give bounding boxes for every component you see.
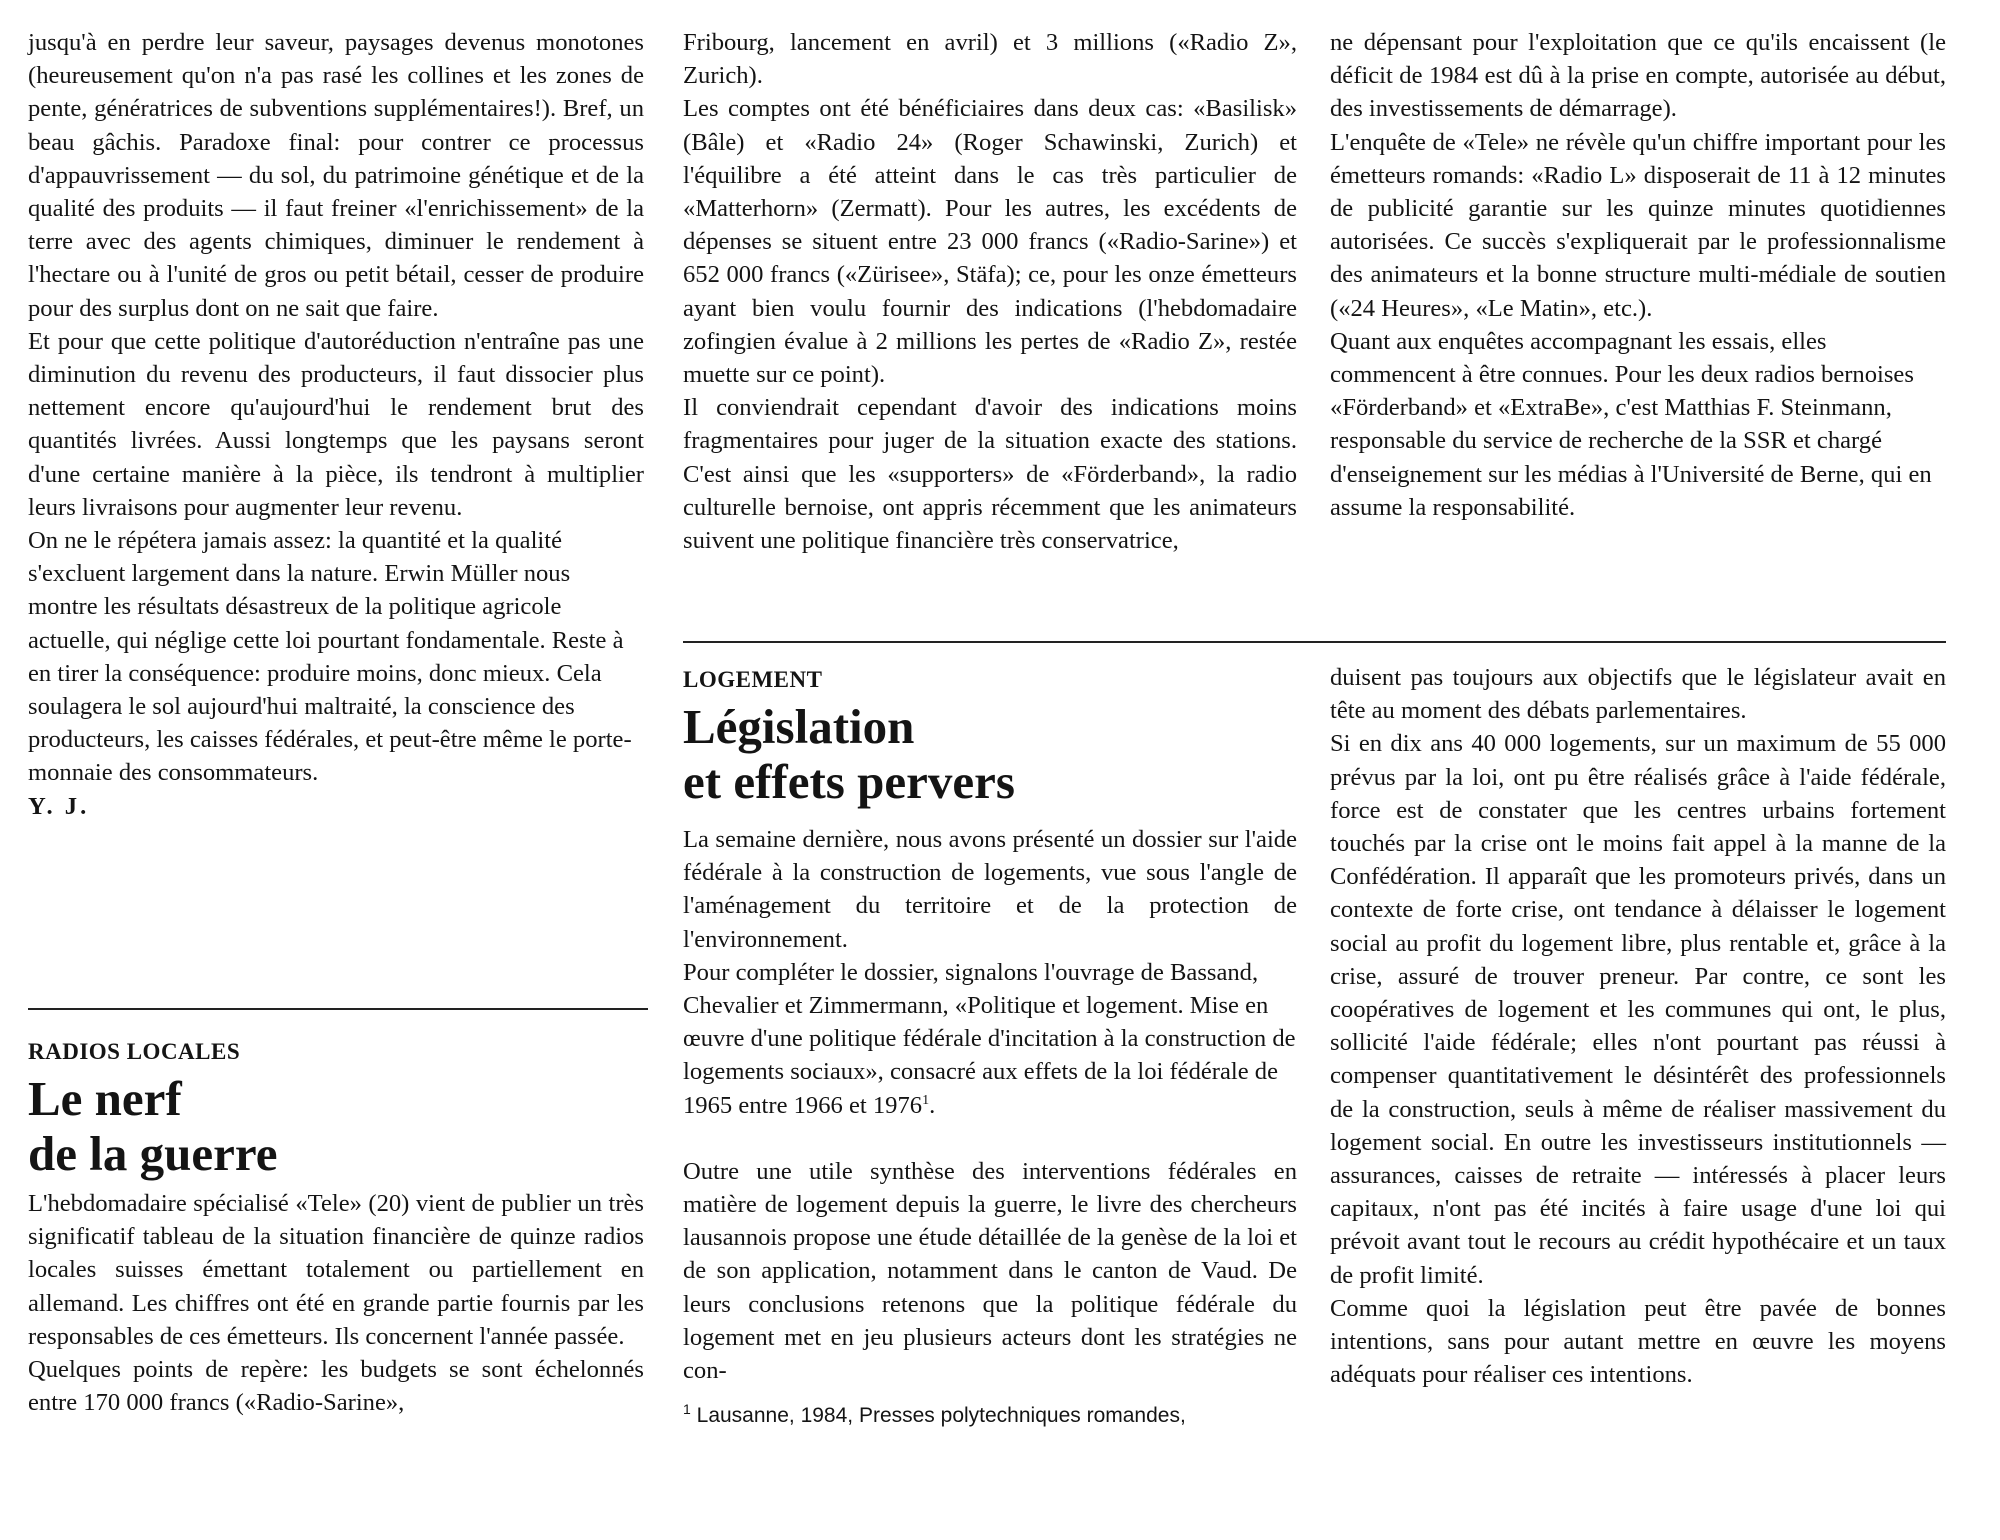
logement-article-col2 <box>683 665 1297 1431</box>
paragraph: Si en dix ans 40 000 logements, sur un maximum de 55 000 prévus par la loi, ont pu être réalisés grâce à l'aide fédérale, force est de constater que les centres urbains fortement touchés par la crise ont le moins fait appel à la manne de la Confédération. Il apparaît que les promoteurs privés, dans un contexte de forte crise, ont tendance à délaisser le logement social au profit du logement libre, plus rentable et, grâce à la crise, assuré de trouver preneur. Par contre, ce sont les coopératives de logement et les communes qui ont, le plus, sollicité l'aide fédérale; elles n'ont pourtant pas réussi à compenser quantitativement le désintérêt des professionnels de la construction, seuls à même de réaliser massivement du logement social. En outre les investisseurs institutionnels — assurances, caisses de retraite — intéressés à placer leurs capitaux, n'ont pas été incités à faire usage d'une loi qui prévoit avant tout le recours au crédit hypothécaire et un taux de profit limité. <box>1330 730 1946 1289</box>
logement-article-col3 <box>1330 661 1946 1391</box>
article-title <box>683 699 1297 809</box>
radios-article-col3 <box>1330 26 1946 524</box>
article-title <box>28 1071 644 1181</box>
paragraph: Outre une utile synthèse des interventions fédérales en matière de logement depuis la guerre, le livre des chercheurs lausannois propose une étude détaillée de la genèse de la loi et de son application, notamment dans le canton de Vaud. De leurs conclusions retenons que la politique fédérale du logement met en jeu plusieurs acteurs dont les stratégies ne con- <box>683 1157 1297 1385</box>
title-line: Le nerf <box>28 1071 182 1126</box>
radios-article-col1 <box>28 1037 644 1419</box>
paragraph: Quelques points de repère: les budgets se sont échelonnés entre 170 000 francs («Radio-Sarine», <box>28 1356 644 1417</box>
paragraph: La semaine dernière, nous avons présenté un dossier sur l'aide fédérale à la construction de logements, vue sous l'angle de l'aménagement du territoire et de la protection de l'environnement. <box>683 826 1297 953</box>
title-line: Législation <box>683 699 915 754</box>
section-divider <box>683 641 1946 643</box>
footnote-text: Lausanne, 1984, Presses polytechniques romandes, <box>696 1404 1186 1428</box>
paragraph: L'hebdomadaire spécialisé «Tele» (20) vient de publier un très significatif tableau de la situation financière de quinze radios locales suisses émettant totalement ou partiellement en allemand. Les chiffres ont été en grande partie fournis par les responsables de ces émetteurs. Ils concernent l'année passée. <box>28 1190 644 1350</box>
paragraph-end: . <box>929 1091 936 1119</box>
footnote-number: 1 <box>683 1401 691 1418</box>
author-signature: Y. J. <box>28 792 90 820</box>
radios-article-col2 <box>683 26 1297 557</box>
paragraph: Les comptes ont été bénéficiaires dans deux cas: «Basilisk» (Bâle) et «Radio 24» (Roger Schawinski, Zurich) et l'équilibre a été atteint dans le cas très particulier de «Matterhorn» (Zermatt). Pour les autres, les excédents de dépenses se situent entre 23 000 francs («Radio-Sarine») et 652 000 francs («Zürisee», Stäfa); ce, pour les onze émetteurs ayant bien voulu fournir des indications (l'hebdomadaire zofingien évalue à 2 millions les pertes de «Radio Z», restée muette sur ce point). <box>683 95 1297 389</box>
paragraph: duisent pas toujours aux objectifs que le législateur avait en tête au moment des débats parlementaires. <box>1330 664 1946 725</box>
agriculture-article-end <box>28 26 644 823</box>
paragraph: On ne le répétera jamais assez: la quantité et la qualité s'excluent largement dans la nature. Erwin Müller nous montre les résultats désastreux de la politique agricole actuelle, qui néglige cette loi pourtant fondamentale. Reste à en tirer la conséquence: produire moins, donc mieux. Cela soulagera le sol aujourd'hui maltraité, la conscience des producteurs, les caisses fédérales, et peut-être même le porte-monnaie des consommateurs. <box>28 527 632 787</box>
footnote <box>683 1401 1297 1431</box>
footnote-mark: 1 <box>922 1092 930 1108</box>
paragraph: Il conviendrait cependant d'avoir des indications moins fragmentaires pour juger de la situation exacte des stations. C'est ainsi que les «supporters» de «Förderband», la radio culturelle bernoise, ont appris récemment que les animateurs suivent une politique financière très conservatrice, <box>683 394 1297 555</box>
section-kicker: LOGEMENT <box>683 667 823 692</box>
section-kicker: RADIOS LOCALES <box>28 1039 241 1064</box>
paragraph: Quant aux enquêtes accompagnant les essais, elles commencent à être connues. Pour les deux radios bernoises «Förderband» et «ExtraBe», c'est Matthias F. Steinmann, responsable du service de recherche de la SSR et chargé d'enseignement sur les médias à l'Université de Berne, qui en assume la responsabilité. <box>1330 327 1932 521</box>
paragraph-text: Pour compléter le dossier, signalons l'ouvrage de Bassand, Chevalier et Zimmermann, «Politique et logement. Mise en œuvre d'une politique fédérale d'incitation à la construction de logements sociaux», consacré aux effets de la loi fédérale de 1965 entre 1966 et 1976 <box>683 958 1296 1119</box>
title-line: de la guerre <box>28 1126 278 1181</box>
paragraph: Comme quoi la législation peut être pavée de bonnes intentions, sans pour autant mettre en œuvre les moyens adéquats pour réaliser ces intentions. <box>1330 1294 1946 1389</box>
paragraph: ne dépensant pour l'exploitation que ce qu'ils encaissent (le déficit de 1984 est dû à la prise en compte, autorisée au début, des investissements de démarrage). <box>1330 29 1946 123</box>
section-divider <box>28 1008 648 1010</box>
paragraph: L'enquête de «Tele» ne révèle qu'un chiffre important pour les émetteurs romands: «Radio L» disposerait de 11 à 12 minutes de publicité garantie sur les quinze minutes quotidiennes autorisées. Ce succès s'expliquerait par le professionnalisme des animateurs et la bonne structure multi-médiale de soutien («24 Heures», «Le Matin», etc.). <box>1330 128 1946 322</box>
title-line: et effets pervers <box>683 754 1015 809</box>
paragraph: jusqu'à en perdre leur saveur, paysages devenus monotones (heureusement qu'on n'a pas rasé les collines et les zones de pente, génératrices de subventions supplémentaires!). Bref, un beau gâchis. Paradoxe final: pour contrer ce processus d'appauvrissement — du sol, du patrimoine génétique et de la qualité des produits — il faut freiner «l'enrichissement» de la terre avec des agents chimiques, diminuer le rendement à l'hectare ou à l'unité de gros ou petit bétail, cesser de produire pour des surplus dont on ne sait que faire. <box>28 29 644 322</box>
paragraph: Fribourg, lancement en avril) et 3 millions («Radio Z», Zurich). <box>683 29 1297 90</box>
paragraph <box>683 956 1297 1122</box>
paragraph: Et pour que cette politique d'autoréduction n'entraîne pas une diminution du revenu des producteurs, il faut dissocier plus nettement encore qu'aujourd'hui le rendement brut des quantités livrées. Aussi longtemps que les paysans seront d'une certaine manière à la pièce, ils tendront à multiplier leurs livraisons pour augmenter leur revenu. <box>28 327 644 521</box>
